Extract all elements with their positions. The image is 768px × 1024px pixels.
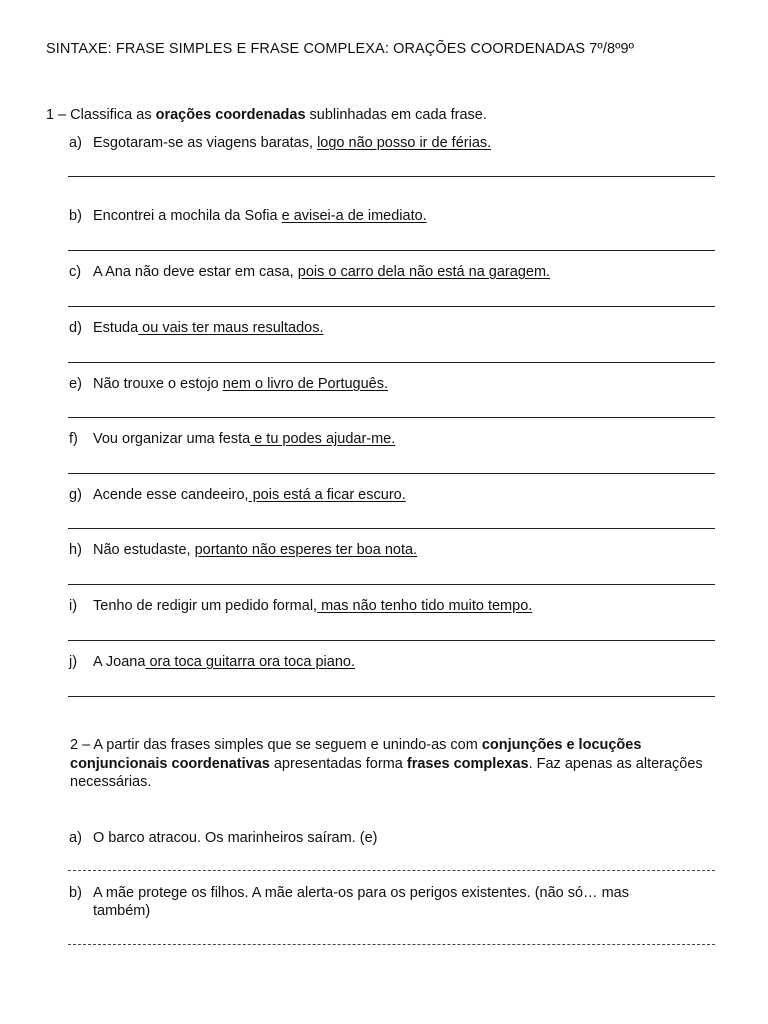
q1-item-text: A Joana: [93, 654, 146, 670]
q1-item-h: [69, 542, 417, 558]
answer-line: [68, 250, 715, 251]
q1-item-underlined: mas não tenho tido muito tempo.: [317, 598, 533, 614]
q1-item-text: Não trouxe o estojo: [93, 376, 223, 392]
q1-item-text: Não estudaste,: [93, 542, 195, 558]
question-2-text-1: 2 – A partir das frases simples que se seguem e unindo-as com: [70, 737, 482, 753]
question-1-prefix: 1 – Classifica as: [46, 107, 156, 123]
q1-item-text: Estuda: [93, 320, 139, 336]
q1-item-underlined: e tu podes ajudar-me.: [250, 431, 396, 447]
answer-line: [68, 944, 715, 945]
q1-item-letter: c): [69, 264, 82, 280]
q2-item-letter: b): [69, 885, 82, 901]
q1-item-i: [69, 598, 532, 614]
answer-line: [68, 696, 715, 697]
q2-item-letter: a): [69, 830, 82, 846]
q1-item-underlined: portanto não esperes ter boa nota.: [194, 542, 418, 558]
answer-line: [68, 640, 715, 641]
q1-item-text: A Ana não deve estar em casa,: [93, 264, 298, 280]
answer-line: [68, 584, 715, 585]
question-2-bold-2: frases complexas: [406, 755, 529, 772]
worksheet-title: SINTAXE: FRASE SIMPLES E FRASE COMPLEXA: ORAÇÕES COORDENADAS 7º/8º9º: [46, 41, 635, 57]
q1-item-j: [69, 654, 355, 670]
q1-item-text: Encontrei a mochila da Sofia: [93, 208, 282, 224]
answer-line: [68, 870, 715, 871]
q1-item-text: Esgotaram-se as viagens baratas,: [93, 135, 318, 151]
q1-item-letter: i): [69, 598, 78, 614]
q1-item-letter: f): [69, 431, 78, 447]
q2-item-text: A mãe protege os filhos. A mãe alerta-os para os perigos existentes. (não só… mas: [93, 885, 629, 901]
q1-item-letter: j): [69, 654, 78, 670]
answer-line: [68, 362, 715, 363]
question-2-heading: [70, 736, 710, 792]
q1-item-letter: e): [69, 376, 82, 392]
question-1-bold: orações coordenadas: [155, 107, 306, 123]
q1-item-underlined: pois está a ficar escuro.: [248, 487, 406, 503]
question-2-bold-1: conjunções e locuções conjuncionais coordenativas: [70, 737, 642, 772]
q1-item-e: [69, 376, 388, 392]
question-2-text-2: apresentadas forma: [269, 755, 407, 772]
answer-line: [68, 176, 715, 177]
q1-item-letter: a): [69, 135, 82, 151]
q1-item-underlined: logo não posso ir de férias.: [317, 135, 492, 151]
q2-item-text: O barco atracou. Os marinheiros saíram. (e): [93, 830, 378, 846]
q1-item-text: Vou organizar uma festa: [93, 431, 251, 447]
question-1-suffix: sublinhadas em cada frase.: [305, 107, 487, 123]
answer-line: [68, 306, 715, 307]
q2-item-b: [69, 884, 709, 920]
q2-item-a: [69, 829, 709, 847]
q1-item-d: [69, 320, 324, 336]
q1-item-underlined: nem o livro de Português.: [222, 376, 389, 392]
q1-item-underlined: pois o carro dela não está na garagem.: [297, 264, 551, 280]
q1-item-c: [69, 264, 550, 280]
q1-item-underlined: ou vais ter maus resultados.: [138, 320, 324, 336]
q1-item-b: [69, 208, 427, 224]
answer-line: [68, 417, 715, 418]
question-1-heading: [46, 107, 487, 123]
q1-item-letter: h): [69, 542, 82, 558]
answer-line: [68, 473, 715, 474]
answer-line: [68, 528, 715, 529]
question-2-text-3: . Faz apenas as alterações necessárias.: [70, 755, 703, 790]
q1-item-a: [69, 135, 491, 151]
q1-item-underlined: e avisei-a de imediato.: [281, 208, 427, 224]
q1-item-letter: d): [69, 320, 82, 336]
q1-item-text: Tenho de redigir um pedido formal,: [93, 598, 318, 614]
q1-item-g: [69, 487, 406, 503]
q1-item-text: Acende esse candeeiro,: [93, 487, 249, 503]
q1-item-underlined: ora toca guitarra ora toca piano.: [145, 654, 355, 670]
q1-item-f: [69, 431, 395, 447]
q1-item-letter: g): [69, 487, 82, 503]
q1-item-letter: b): [69, 208, 82, 224]
q2-item-text-continued: também): [93, 903, 151, 919]
